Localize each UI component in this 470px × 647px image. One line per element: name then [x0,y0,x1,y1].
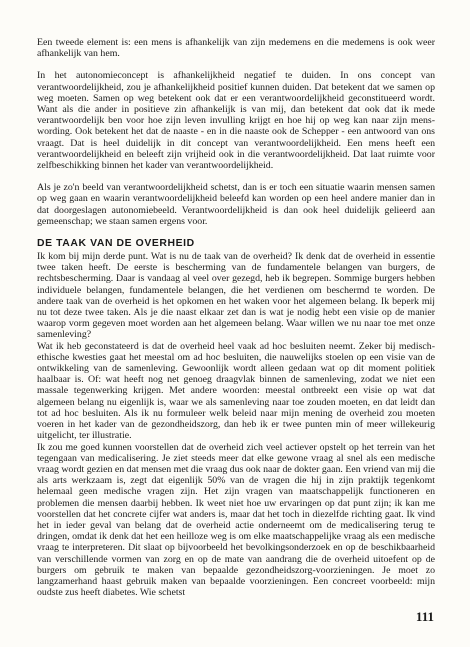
paragraph: Ik kom bij mijn derde punt. Wat is nu de taak van de overheid? Ik denk dat de overheid in essentie twee taken heeft. De eerste is bescherming van de fundamentele belangen van burgers, de rechtsbescherming. Daar is vandaag al veel over gezegd, heb ik begrepen. Sommige burgers hebben individuele belangen, fundamentele belangen, die het verdienen om beschermd te worden. De andere taak van de overheid is het opkomen en het waken voor het algemeen belang. Ik beperk mij nu tot deze twee taken. Als je die naast elkaar zet dan is wat je nodig hebt een visie op de manier waarop vorm gegeven moet worden aan het algemeen belang. Waar willen we nu naar toe met onze samenleving? [37,251,435,341]
paragraph: Als je zo'n beeld van verantwoordelijkheid schetst, dan is er toch een situatie waarin mensen samen op weg gaan en waarin verantwoordelijkheid beleefd kan worden op een heel andere manier dan in dat doorgeslagen autonomiebeeld. Verantwoordelijkheid is dan ook heel duidelijk gelieerd aan gemeenschap; we staan samen ergens voor. [37,182,435,227]
page-body [37,37,435,598]
paragraph: Wat ik heb geconstateerd is dat de overheid heel vaak ad hoc besluiten neemt. Zeker bij medisch-ethische kwesties gaat het meestal om ad hoc besluiten, die nauwelijks stoelen op een visie van de ontwikkeling van de samenleving. Gewoonlijk wordt alleen gedaan wat op dit moment politiek haalbaar is. Of: wat heeft nog net genoeg draagvlak binnen de samenleving, zodat we niet een massale tegenwerking krijgen. Met andere woorden: meestal ontbreekt een visie op wat dat algemeen belang nu eigenlijk is, waar we als samenleving naar toe zouden moeten, en dat leidt dan tot ad hoc besluiten. Als ik nu formuleer welk beleid naar mijn mening de overheid zou moeten voeren in het kader van de gezondheidszorg, dan heb ik er twee punten min of meer willekeurig uitgelicht, ter illustratie. [37,340,435,442]
paragraph: In het autonomieconcept is afhankelijkheid negatief te duiden. In ons concept van verantwoordelijkheid, zou je afhankelijkheid positief kunnen duiden. Dat betekent dat we samen op weg moeten. Samen op weg betekent ook dat er een verantwoordelijkheid geconstitueerd wordt. Want als die ander in positieve zin afhankelijk is van mij, dan betekent dat ook dat ik mede verantwoordelijk ben voor hoe zijn leven invulling krijgt en hoe hij op weg kan naar zijn mens-wording. Ook betekent het dat de naaste - en in die naaste ook de Schepper - een antwoord van ons vraagt. Dat is heel duidelijk in dit concept van verantwoordelijkheid. Een mens heeft een verantwoordelijkheid en beleeft zijn vrijheid ook in die verantwoordelijkheid. Dat laat ruimte voor zelfbeschikking binnen het kader van verantwoordelijkheid. [37,70,435,172]
paragraph: Ik zou me goed kunnen voorstellen dat de overheid zich veel actiever opstelt op het terrein van het tegengaan van medicalisering. Je ziet steeds meer dat elke gewone vraag al snel als een medische vraag wordt gezien en dat mensen met die vraag dus ook naar de dokter gaan. Een vriend van mij die als arts werkzaam is, zegt dat eigenlijk 50% van de vragen die hij in zijn praktijk tegenkomt helemaal geen medische vragen zijn. Het zijn vragen van maatschappelijk functioneren en problemen die mensen daarbij hebben. Ik weet niet hoe uw ervaringen op dat punt zijn; ik kan me voorstellen dat het concrete cijfer wat anders is, maar dat het toch in diezelfde richting gaat. Ik vind het in ieder geval van belang dat de overheid actie onderneemt om de medicalisering terug te dringen, omdat ik denk dat het een heilloze weg is om elke maatschappelijke vraag als een medische vraag te interpreteren. Dit slaat op bijvoorbeeld het bevolkingsonderzoek en op de beschikbaarheid van verschillende vormen van zorg en op de mate van aandrang die de overheid uitoefent op de burgers om gebruik te maken van bepaalde gezondheidszorg-voorzieningen. Je moet zo langzamerhand haast gebruik maken van bepaalde voorzieningen. Een concreet voorbeeld: mijn oudste zus heeft diabetes. Wie schetst [37,441,435,599]
paragraph: Een tweede element is: een mens is afhankelijk van zijn medemens en die medemens is ook weer afhankelijk van hem. [37,37,435,60]
section-heading: DE TAAK VAN DE OVERHEID [37,238,195,250]
page-number: 111 [415,609,434,624]
